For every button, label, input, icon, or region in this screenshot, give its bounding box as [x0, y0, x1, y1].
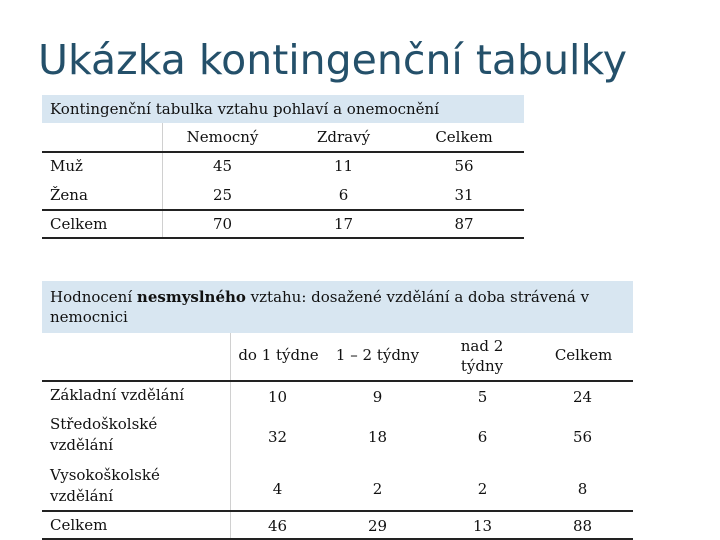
table-row	[42, 210, 524, 239]
table1-header-row	[42, 123, 524, 152]
table1-caption: Kontingenční tabulka vztahu pohlaví a onemocnění	[42, 95, 524, 123]
table2-caption	[42, 281, 633, 333]
table-cell: 6	[477, 428, 488, 446]
table-cell: 29	[367, 517, 388, 535]
table-cell: 25	[212, 186, 233, 204]
row-label: Vysokoškolské vzdělání	[50, 466, 160, 505]
row-label: Žena	[50, 186, 88, 204]
table-cell: 70	[212, 215, 233, 233]
table-row	[42, 181, 524, 210]
caption-text: Hodnocení	[50, 288, 137, 306]
table-cell: 45	[212, 157, 233, 175]
table-cell: 56	[454, 157, 474, 175]
table2-header-cell: do 1 týdne	[238, 346, 319, 364]
table2-header-rule	[42, 380, 633, 382]
table-cell: 5	[477, 388, 488, 406]
table-cell: 56	[572, 428, 593, 446]
table-cell: 24	[572, 388, 593, 406]
table-cell: 10	[267, 388, 288, 406]
table2-header-cell: nad 2 týdny	[460, 337, 504, 375]
row-label: Celkem	[50, 516, 108, 534]
caption-emphasis: nesmyslného	[136, 288, 246, 306]
table2-header-cell: Celkem	[554, 346, 613, 364]
table-cell: 17	[333, 215, 354, 233]
table-cell: 32	[267, 428, 288, 446]
table-cell: 31	[454, 186, 474, 204]
table-cell: 46	[267, 517, 288, 535]
table-cell: 88	[572, 517, 593, 535]
table-cell: 87	[454, 215, 474, 233]
table2-header-cell: 1 – 2 týdny	[335, 346, 420, 364]
table2-total-rule	[42, 510, 633, 512]
caption-text: vztahu: dosažené vzdělání a doba strávená v nemocnici	[50, 288, 590, 326]
table-cell: 4	[272, 480, 283, 498]
table-cell: 6	[338, 186, 349, 204]
row-label: Muž	[50, 157, 83, 175]
row-label: Celkem	[50, 215, 108, 233]
table1-header-rule	[42, 151, 524, 153]
table-cell: 18	[367, 428, 388, 446]
table1	[42, 123, 524, 239]
table-cell: 9	[372, 388, 383, 406]
table1-total-rule	[42, 209, 524, 211]
table-cell: 2	[477, 480, 488, 498]
row-label: Středoškolské vzdělání	[50, 415, 158, 454]
slide-title: Ukázka kontingenční tabulky	[38, 36, 627, 84]
table1-header-cell: Nemocný	[186, 128, 259, 146]
table1-bottom-rule	[42, 237, 524, 239]
table-cell: 8	[577, 480, 588, 498]
table1-header-cell: Zdravý	[316, 128, 371, 146]
table-row	[42, 152, 524, 181]
table-cell: 11	[333, 157, 354, 175]
row-label: Základní vzdělání	[50, 386, 185, 404]
table-cell: 2	[372, 480, 383, 498]
table-cell: 13	[472, 517, 493, 535]
table1-header-cell: Celkem	[435, 128, 493, 146]
